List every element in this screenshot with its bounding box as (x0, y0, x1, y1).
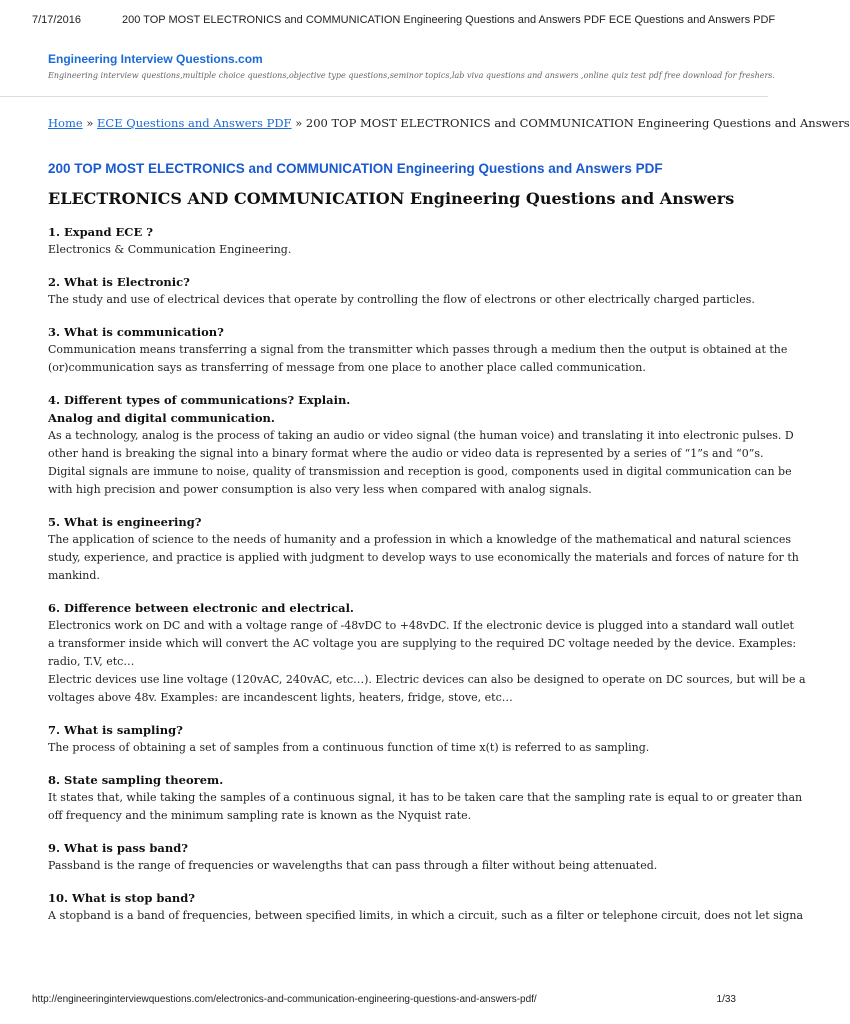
qa-item (48, 323, 788, 377)
answer-text: a transformer inside which will convert the AC voltage you are supplying to the required DC voltage needed by the device. Examples: (48, 637, 797, 650)
print-url: http://engineeringinterviewquestions.com/electronics-and-communication-engineering-questions-and-answers-pdf/ (32, 994, 537, 1005)
page-content (48, 44, 850, 984)
question-text: 8. State sampling theorem. (48, 773, 224, 787)
breadcrumb (48, 116, 850, 134)
print-date: 7/17/2016 (32, 14, 81, 26)
qa-item (48, 839, 732, 875)
header-divider (0, 96, 768, 97)
answer-text: voltages above 48v. Examples: are incandescent lights, heaters, fridge, stove, etc… (48, 691, 513, 704)
breadcrumb-category-link[interactable]: ECE Questions and Answers PDF (97, 116, 292, 130)
qa-item (48, 721, 732, 757)
answer-text: Digital signals are immune to noise, quality of transmission and reception is good, components used in digital communication can be (48, 465, 792, 478)
answer-text: with high precision and power consumption is also very less when compared with analog signals. (48, 483, 592, 496)
document-heading: ELECTRONICS AND COMMUNICATION Engineering Questions and Answers (48, 189, 735, 208)
site-tagline: Engineering interview questions,multiple choice questions,objective type questions,seminor topics,lab viva questions and answers ,online quiz test pdf free download for freshers. (48, 71, 775, 80)
answer-text: A stopband is a band of frequencies, between specified limits, in which a circuit, such as a filter or telephone circuit, does not let signa (48, 909, 804, 922)
answer-text: The application of science to the needs of humanity and a profession in which a knowledge of the mathematical and natural sciences (48, 533, 791, 546)
breadcrumb-separator: » (291, 116, 306, 130)
question-text: Analog and digital communication. (48, 411, 275, 425)
answer-text: Passband is the range of frequencies or wavelengths that can pass through a filter without being attenuated. (48, 859, 658, 872)
qa-item (48, 513, 799, 585)
answer-text: radio, T.V, etc… (48, 655, 135, 668)
answer-text: mankind. (48, 569, 100, 582)
answer-text: Electronics work on DC and with a voltage range of -48vDC to +48vDC. If the electronic device is plugged into a standard wall outlet (48, 619, 794, 632)
question-text: 10. What is stop band? (48, 891, 196, 905)
answer-text: As a technology, analog is the process of taking an audio or video signal (the human voice) and translating it into electronic pulses. D (48, 429, 794, 442)
print-page-number: 1/33 (716, 994, 736, 1005)
answer-text: Electronics & Communication Engineering. (48, 243, 292, 256)
answer-text: Communication means transferring a signal from the transmitter which passes through a medium then the output is obtained at the (48, 343, 788, 356)
question-text: 6. Difference between electronic and electrical. (48, 601, 354, 615)
answer-text: other hand is breaking the signal into a binary format where the audio or video data is represented by a series of “1”s and “0”s. (48, 447, 764, 460)
qa-item (48, 599, 806, 707)
answer-text: The process of obtaining a set of samples from a continuous function of time x(t) is referred to as sampling. (48, 741, 650, 754)
answer-text: (or)communication says as transferring of message from one place to another place called communication. (48, 361, 646, 374)
answer-text: off frequency and the minimum sampling rate is known as the Nyquist rate. (48, 809, 472, 822)
qa-item (48, 223, 732, 259)
question-text: 9. What is pass band? (48, 841, 188, 855)
question-text: 5. What is engineering? (48, 515, 202, 529)
answer-text: It states that, while taking the samples of a continuous signal, it has to be taken care that the sampling rate is equal to or greater than (48, 791, 803, 804)
question-text: 3. What is communication? (48, 325, 224, 339)
qa-item (48, 391, 794, 499)
print-footer (0, 994, 768, 1010)
question-text: 7. What is sampling? (48, 723, 183, 737)
post-title: 200 TOP MOST ELECTRONICS and COMMUNICATION Engineering Questions and Answers PDF (48, 161, 663, 176)
answer-text: Electric devices use line voltage (120vAC, 240vAC, etc…). Electric devices can also be designed to operate on DC sources, but will be a (48, 673, 806, 686)
qa-item (48, 889, 804, 925)
question-text: 1. Expand ECE ? (48, 225, 153, 239)
print-header (0, 14, 776, 30)
answer-text: study, experience, and practice is applied with judgment to develop ways to use economically the materials and forces of nature for th (48, 551, 799, 564)
breadcrumb-home-link[interactable]: Home (48, 116, 83, 130)
question-text: 4. Different types of communications? Explain. (48, 393, 351, 407)
print-page-title: 200 TOP MOST ELECTRONICS and COMMUNICATION Engineering Questions and Answers PDF ECE Questions and Answers PDF (122, 14, 776, 26)
qa-item (48, 273, 755, 309)
answer-text: The study and use of electrical devices that operate by controlling the flow of electrons or other electrically charged particles. (48, 293, 755, 306)
breadcrumb-current: 200 TOP MOST ELECTRONICS and COMMUNICATION Engineering Questions and Answers (305, 116, 850, 130)
breadcrumb-separator: » (82, 116, 98, 130)
qa-item (48, 771, 803, 825)
qa-list (48, 223, 806, 925)
question-text: 2. What is Electronic? (48, 275, 190, 289)
site-title-link[interactable]: Engineering Interview Questions.com (48, 52, 263, 66)
